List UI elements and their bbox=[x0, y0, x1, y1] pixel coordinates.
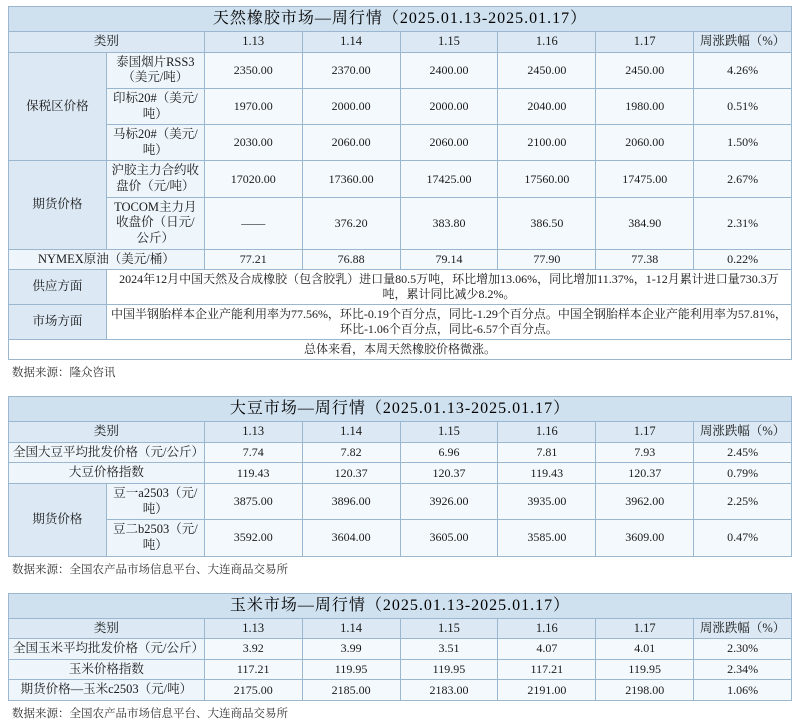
cell-value: 4.07 bbox=[498, 639, 596, 660]
col-0116: 1.16 bbox=[498, 618, 596, 639]
table-row bbox=[9, 463, 792, 484]
table-row bbox=[9, 442, 792, 463]
group-label-futures-price: 期货价格 bbox=[9, 484, 107, 557]
cell-value: 119.43 bbox=[498, 463, 596, 484]
col-0115: 1.15 bbox=[400, 32, 498, 53]
corn-table bbox=[8, 593, 792, 702]
cell-value: 383.80 bbox=[400, 197, 498, 249]
col-category: 类别 bbox=[9, 422, 205, 443]
soybean-title: 大豆市场—周行情（2025.01.13-2025.01.17） bbox=[9, 397, 792, 422]
cell-change: 2.25% bbox=[694, 484, 792, 520]
cell-value: 386.50 bbox=[498, 197, 596, 249]
table-row bbox=[9, 125, 792, 161]
cell-value: 384.90 bbox=[596, 197, 694, 249]
cell-value: 119.95 bbox=[596, 659, 694, 680]
cell-value: 2450.00 bbox=[596, 52, 694, 88]
cell-change: 1.50% bbox=[694, 125, 792, 161]
table-header-row bbox=[9, 618, 792, 639]
soybean-source: 数据来源：全国农产品市场信息平台、大连商品交易所 bbox=[12, 563, 288, 576]
note-row-market bbox=[9, 305, 792, 340]
cell-value: —— bbox=[204, 197, 302, 249]
cell-value: 117.21 bbox=[498, 659, 596, 680]
table-title-row bbox=[9, 593, 792, 618]
col-0116: 1.16 bbox=[498, 32, 596, 53]
cell-value: 2060.00 bbox=[400, 125, 498, 161]
cell-value: 120.37 bbox=[302, 463, 400, 484]
cell-value: 119.95 bbox=[400, 659, 498, 680]
section-soybean bbox=[8, 396, 792, 576]
table-row bbox=[9, 639, 792, 660]
col-0117: 1.17 bbox=[596, 32, 694, 53]
table-row bbox=[9, 52, 792, 88]
group-label-bonded-price: 保税区价格 bbox=[9, 52, 107, 161]
cell-value: 2060.00 bbox=[302, 125, 400, 161]
cell-value: 120.37 bbox=[596, 463, 694, 484]
cell-value: 2191.00 bbox=[498, 680, 596, 701]
row-name: 豆二b2503（元/吨） bbox=[106, 520, 204, 556]
table-row bbox=[9, 680, 792, 701]
cell-value: 17020.00 bbox=[204, 161, 302, 197]
cell-value: 2175.00 bbox=[204, 680, 302, 701]
section-rubber bbox=[8, 6, 792, 380]
cell-value: 3604.00 bbox=[302, 520, 400, 556]
row-name: 马标20#（美元/吨） bbox=[106, 125, 204, 161]
cell-change: 2.30% bbox=[694, 639, 792, 660]
cell-value: 3.51 bbox=[400, 639, 498, 660]
note-row-supply bbox=[9, 270, 792, 305]
cell-value: 77.21 bbox=[204, 249, 302, 270]
cell-value: 3585.00 bbox=[498, 520, 596, 556]
col-change: 周涨跌幅（%） bbox=[694, 618, 792, 639]
col-0117: 1.17 bbox=[596, 422, 694, 443]
soybean-table bbox=[8, 396, 792, 556]
row-name: 豆一a2503（元/吨） bbox=[106, 484, 204, 520]
col-category: 类别 bbox=[9, 618, 205, 639]
cell-value: 2198.00 bbox=[596, 680, 694, 701]
cell-value: 3592.00 bbox=[204, 520, 302, 556]
col-0116: 1.16 bbox=[498, 422, 596, 443]
cell-change: 2.31% bbox=[694, 197, 792, 249]
col-category: 类别 bbox=[9, 32, 205, 53]
cell-value: 3875.00 bbox=[204, 484, 302, 520]
cell-value: 2060.00 bbox=[596, 125, 694, 161]
table-header-row bbox=[9, 422, 792, 443]
rubber-summary: 总体来看，本周天然橡胶价格微涨。 bbox=[9, 340, 792, 360]
cell-value: 120.37 bbox=[400, 463, 498, 484]
summary-row bbox=[9, 340, 792, 360]
col-0114: 1.14 bbox=[302, 422, 400, 443]
row-name: 印标20#（美元/吨） bbox=[106, 88, 204, 124]
table-row bbox=[9, 659, 792, 680]
table-header-row bbox=[9, 32, 792, 53]
cell-value: 17475.00 bbox=[596, 161, 694, 197]
cell-value: 2400.00 bbox=[400, 52, 498, 88]
cell-value: 2000.00 bbox=[302, 88, 400, 124]
cell-change: 2.67% bbox=[694, 161, 792, 197]
cell-change: 4.26% bbox=[694, 52, 792, 88]
cell-value: 7.81 bbox=[498, 442, 596, 463]
cell-value: 3962.00 bbox=[596, 484, 694, 520]
col-0113: 1.13 bbox=[204, 422, 302, 443]
col-0117: 1.17 bbox=[596, 618, 694, 639]
row-name: 期货价格—玉米c2503（元/吨） bbox=[9, 680, 205, 701]
cell-value: 6.96 bbox=[400, 442, 498, 463]
table-row bbox=[9, 88, 792, 124]
cell-value: 76.88 bbox=[302, 249, 400, 270]
cell-value: 2183.00 bbox=[400, 680, 498, 701]
cell-value: 2450.00 bbox=[498, 52, 596, 88]
cell-value: 2000.00 bbox=[400, 88, 498, 124]
section-gap bbox=[8, 382, 792, 396]
cell-value: 77.90 bbox=[498, 249, 596, 270]
cell-value: 7.74 bbox=[204, 442, 302, 463]
col-change: 周涨跌幅（%） bbox=[694, 32, 792, 53]
cell-value: 2370.00 bbox=[302, 52, 400, 88]
rubber-title: 天然橡胶市场—周行情（2025.01.13-2025.01.17） bbox=[9, 7, 792, 32]
cell-value: 1970.00 bbox=[204, 88, 302, 124]
rubber-table bbox=[8, 6, 792, 360]
row-name: 大豆价格指数 bbox=[9, 463, 205, 484]
col-0113: 1.13 bbox=[204, 618, 302, 639]
row-name: TOCOM主力月收盘价（日元/公斤） bbox=[106, 197, 204, 249]
col-0115: 1.15 bbox=[400, 618, 498, 639]
col-0115: 1.15 bbox=[400, 422, 498, 443]
cell-value: 376.20 bbox=[302, 197, 400, 249]
col-0114: 1.14 bbox=[302, 618, 400, 639]
row-name: 泰国烟片RSS3（美元/吨） bbox=[106, 52, 204, 88]
cell-value: 2350.00 bbox=[204, 52, 302, 88]
col-change: 周涨跌幅（%） bbox=[694, 422, 792, 443]
note-label-supply: 供应方面 bbox=[9, 270, 107, 305]
cell-value: 17360.00 bbox=[302, 161, 400, 197]
table-row bbox=[9, 197, 792, 249]
cell-change: 0.47% bbox=[694, 520, 792, 556]
table-row bbox=[9, 484, 792, 520]
corn-title: 玉米市场—周行情（2025.01.13-2025.01.17） bbox=[9, 593, 792, 618]
table-title-row bbox=[9, 7, 792, 32]
cell-value: 2185.00 bbox=[302, 680, 400, 701]
row-name: 全国大豆平均批发价格（元/公斤） bbox=[9, 442, 205, 463]
cell-value: 3896.00 bbox=[302, 484, 400, 520]
cell-value: 3.99 bbox=[302, 639, 400, 660]
table-row bbox=[9, 520, 792, 556]
section-corn bbox=[8, 593, 792, 722]
group-label-futures-price: 期货价格 bbox=[9, 161, 107, 249]
table-title-row bbox=[9, 397, 792, 422]
cell-value: 3935.00 bbox=[498, 484, 596, 520]
cell-change: 2.45% bbox=[694, 442, 792, 463]
cell-value: 79.14 bbox=[400, 249, 498, 270]
corn-source: 数据来源：全国农产品市场信息平台、大连商品交易所 bbox=[12, 708, 288, 720]
cell-change: 1.06% bbox=[694, 680, 792, 701]
cell-value: 2100.00 bbox=[498, 125, 596, 161]
note-text-market: 中国半钢胎样本企业产能利用率为77.56%，环比-0.19个百分点，同比-1.29个百分点。中国全钢胎样本企业产能利用率为57.81%，环比-1.06个百分点，同比-6.57个百分点。 bbox=[106, 305, 791, 340]
row-name: NYMEX原油（美元/桶） bbox=[9, 249, 205, 270]
rubber-source: 数据来源：隆众咨讯 bbox=[12, 367, 116, 380]
cell-value: 4.01 bbox=[596, 639, 694, 660]
cell-value: 2030.00 bbox=[204, 125, 302, 161]
table-row bbox=[9, 161, 792, 197]
cell-value: 7.93 bbox=[596, 442, 694, 463]
cell-value: 3926.00 bbox=[400, 484, 498, 520]
note-label-market: 市场方面 bbox=[9, 305, 107, 340]
cell-value: 17425.00 bbox=[400, 161, 498, 197]
cell-value: 17560.00 bbox=[498, 161, 596, 197]
cell-value: 3605.00 bbox=[400, 520, 498, 556]
cell-value: 2040.00 bbox=[498, 88, 596, 124]
cell-value: 3.92 bbox=[204, 639, 302, 660]
col-0113: 1.13 bbox=[204, 32, 302, 53]
row-name: 玉米价格指数 bbox=[9, 659, 205, 680]
table-row bbox=[9, 249, 792, 270]
cell-value: 117.21 bbox=[204, 659, 302, 680]
cell-value: 119.95 bbox=[302, 659, 400, 680]
cell-change: 0.51% bbox=[694, 88, 792, 124]
row-name: 沪胶主力合约收盘价（元/吨） bbox=[106, 161, 204, 197]
section-gap bbox=[8, 579, 792, 593]
cell-change: 0.22% bbox=[694, 249, 792, 270]
cell-value: 77.38 bbox=[596, 249, 694, 270]
cell-change: 0.79% bbox=[694, 463, 792, 484]
cell-value: 3609.00 bbox=[596, 520, 694, 556]
cell-change: 2.34% bbox=[694, 659, 792, 680]
cell-value: 119.43 bbox=[204, 463, 302, 484]
cell-value: 7.82 bbox=[302, 442, 400, 463]
col-0114: 1.14 bbox=[302, 32, 400, 53]
row-name: 全国玉米平均批发价格（元/公斤） bbox=[9, 639, 205, 660]
cell-value: 1980.00 bbox=[596, 88, 694, 124]
note-text-supply: 2024年12月中国天然及合成橡胶（包含胶乳）进口量80.5万吨，环比增加13.06%，同比增加11.37%，1-12月累计进口量730.3万吨，累计同比减少8.2%。 bbox=[106, 270, 791, 305]
